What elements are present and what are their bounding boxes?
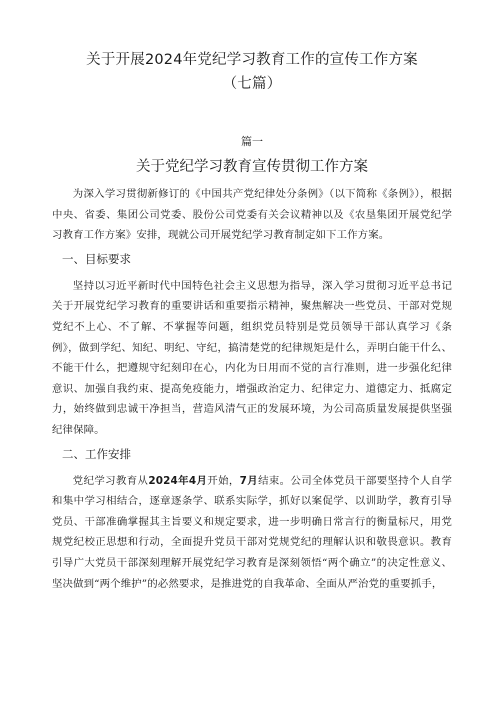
schedule-text-mid: 开始， [207, 474, 240, 487]
document-title [52, 48, 452, 96]
section-heading-schedule: 二、工作安排 [62, 446, 131, 461]
document-title-main: 关于开展2024年党纪学习教育工作的宣传工作方案 [86, 52, 418, 68]
part-title: 关于党纪学习教育宣传贯彻工作方案 [136, 159, 368, 175]
section-heading-goals: 一、目标要求 [62, 251, 131, 266]
schedule-end-date: 7月 [239, 474, 259, 487]
schedule-start-date: 2024年4月 [148, 474, 208, 487]
schedule-text-pre: 党纪学习教育从 [72, 474, 149, 487]
intro-paragraph: 为深入学习贯彻新修订的《中国共产党纪律处分条例》（以下简称《条例》），根据中央、省委、集团公司党委、股份公司党委有关会议精神以及《农垦集团开展党纪学习教育工作方案》安排，现就公司开展党纪学习教育制定如下工作方案。 [52, 188, 452, 242]
schedule-text-rest: 结束。公司全体党员干部要坚持个人自学和集中学习相结合，逐章逐条学、联系实际学，抓好以案促学、以训助学，教育引导党员、干部准确掌握其主旨要义和规定要求，进一步明确日常言行的衡量标尺，用党规党纪校正思想和行动，全面提升党员干部对党规党纪的理解认识和敬畏意识。教育引导广大党员干部深刻理解开展党纪学习教育是深刻领悟“两个确立”的决定性意义、坚决做到“两个维护”的必然要求，是推进党的自我革命、全面从严治党的重要抓手， [52, 474, 453, 590]
goals-paragraph: 坚持以习近平新时代中国特色社会主义思想为指导，深入学习贯彻习近平总书记关于开展党纪学习教育的重要讲话和重要指示精神，聚焦解决一些党员、干部对党规党纪不上心、不了解、不掌握等问题，组织党员特别是党员领导干部认真学习《条例》，做到学纪、知纪、明纪、守纪，搞清楚党的纪律规矩是什么，弄明白能干什么、不能干什么，把遵规守纪刻印在心，内化为日用而不觉的言行准则，进一步强化纪律意识、加强自我约束、提高免疫能力，增强政治定力、纪律定力、道德定力、抵腐定力，始终做到忠诚干净担当，营造风清气正的发展环境，为公司高质量发展提供坚强纪律保障。 [52, 279, 452, 436]
schedule-paragraph [52, 471, 452, 595]
part-label: 篇一 [241, 135, 263, 148]
document-title-count: （七篇） [222, 76, 282, 92]
